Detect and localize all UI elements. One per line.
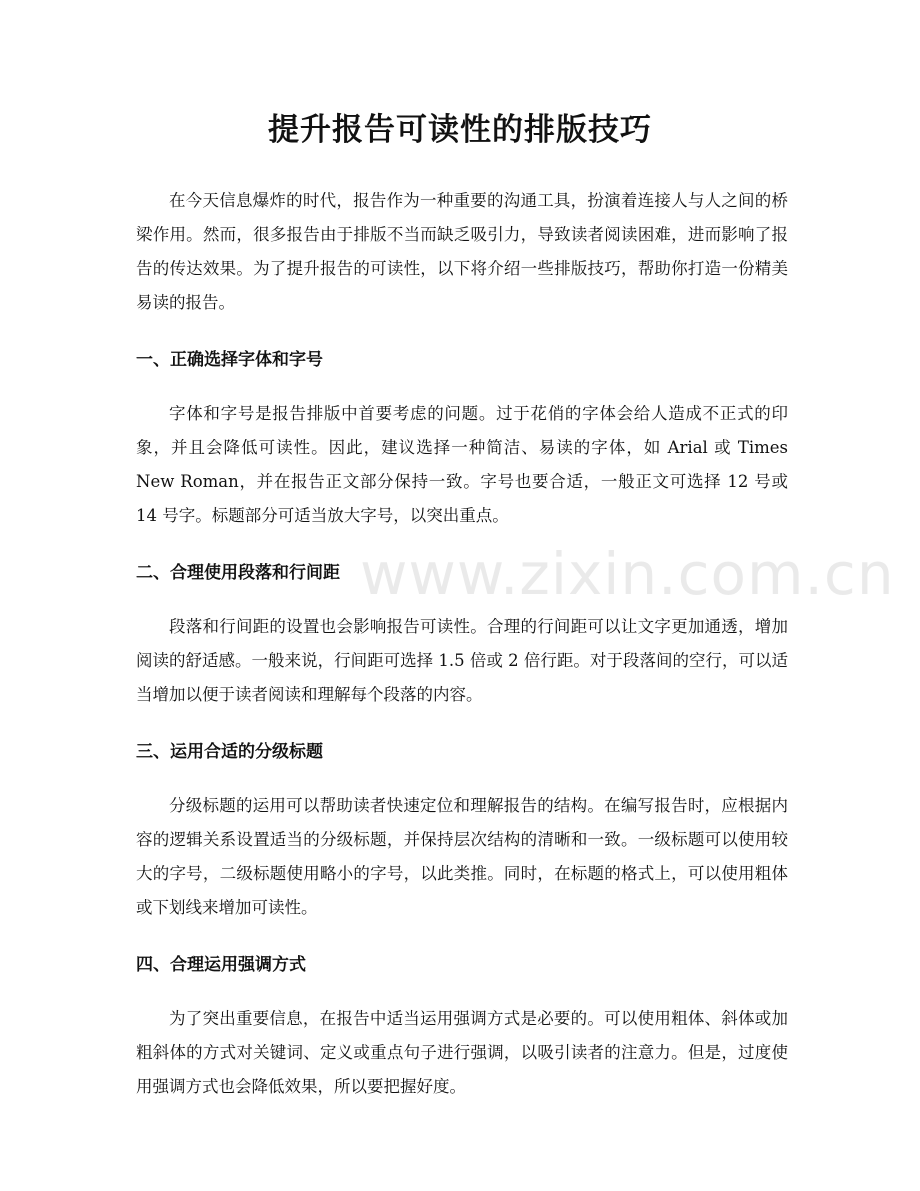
section-paragraph-2: 段落和行间距的设置也会影响报告可读性。合理的行间距可以让文字更加通透，增加阅读的舒适感。一般来说，行间距可选择 1.5 倍或 2 倍行距。对于段落间的空行，可以适当增加以便于读者阅读和理解每个段落的内容。 (136, 617, 788, 704)
section-heading-4: 四、合理运用强调方式 (136, 955, 306, 975)
document-body (136, 184, 788, 1104)
section-paragraph-1: 字体和字号是报告排版中首要考虑的问题。过于花俏的字体会给人造成不正式的印象，并且会降低可读性。因此，建议选择一种简洁、易读的字体，如 Arial 或 Times New Roman，并在报告正文部分保持一致。字号也要合适，一般正文可选择 12 号或 14 号字。标题部分可适当放大字号，以突出重点。 (136, 404, 788, 525)
section-paragraph-3: 分级标题的运用可以帮助读者快速定位和理解报告的结构。在编写报告时，应根据内容的逻辑关系设置适当的分级标题，并保持层次结构的清晰和一致。一级标题可以使用较大的字号，二级标题使用略小的字号，以此类推。同时，在标题的格式上，可以使用粗体或下划线来增加可读性。 (136, 796, 788, 917)
section-heading-1: 一、正确选择字体和字号 (136, 350, 323, 370)
section-heading-2: 二、合理使用段落和行间距 (136, 563, 340, 583)
section-paragraph-4: 为了突出重要信息，在报告中适当运用强调方式是必要的。可以使用粗体、斜体或加粗斜体的方式对关键词、定义或重点句子进行强调，以吸引读者的注意力。但是，过度使用强调方式也会降低效果，所以要把握好度。 (136, 1009, 788, 1096)
watermark-text: www.zixin.com.cn (360, 540, 895, 608)
page-title: 提升报告可读性的排版技巧 (268, 112, 652, 148)
section-heading-3: 三、运用合适的分级标题 (136, 742, 323, 762)
intro-paragraph: 在今天信息爆炸的时代，报告作为一种重要的沟通工具，扮演着连接人与人之间的桥梁作用。然而，很多报告由于排版不当而缺乏吸引力，导致读者阅读困难，进而影响了报告的传达效果。为了提升报告的可读性，以下将介绍一些排版技巧，帮助你打造一份精美易读的报告。 (136, 191, 788, 312)
